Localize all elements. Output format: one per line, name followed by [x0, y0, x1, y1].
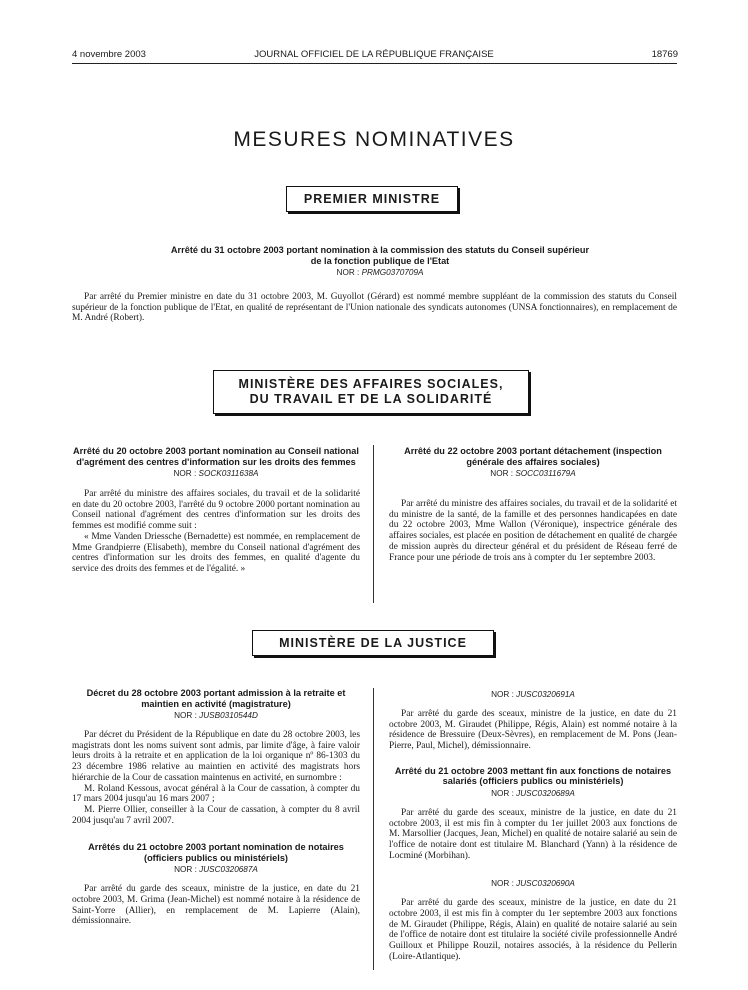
nor-reference: [72, 711, 360, 721]
paragraph: Par arrêté du garde des sceaux, ministre de la justice, en date du 21 octobre 2003, M. Grima (Jean-Michel) est nommé notaire à la résidence de Saint-Yorre (Allier), en remplacement de M. Lapierre (Alain), démissionnaire.: [72, 884, 360, 927]
nor-code: SOCC0311679A: [515, 469, 576, 478]
paragraph: M. Roland Kessous, avocat général à la Cour de cassation, à compter du 17 mars 2004 jusqu'au 16 mars 2007 ;: [72, 783, 360, 805]
nor-code: JUSC0320689A: [516, 788, 575, 798]
paragraph: « Mme Vanden Driessche (Bernadette) est nommée, en remplacement de Mme Grandpierre (Elisabeth), membre du Conseil national d'agrément des centres d'information sur les droits des femmes, en qualité d'agente du service des droits des femmes et de l'égalité. »: [72, 531, 360, 574]
nor-code: JUSC0320691A: [516, 690, 575, 699]
nor-code: JUSC0320687A: [199, 865, 258, 875]
nor-label: NOR :: [491, 879, 514, 889]
column-divider: [373, 445, 374, 603]
arrete-detachement: [389, 446, 677, 563]
header-page-number: 18769: [651, 49, 678, 60]
section-heading-justice: [252, 630, 494, 656]
nor-reference: [72, 469, 360, 479]
nor-reference: [170, 268, 590, 278]
section-heading-text: MINISTÈRE DE LA JUSTICE: [279, 636, 467, 650]
section-heading-text: PREMIER MINISTRE: [303, 192, 441, 206]
section-heading-affaires-sociales: [213, 370, 529, 414]
nor-label: NOR :: [174, 711, 197, 720]
paragraph: Par arrêté du garde des sceaux, ministre de la justice, en date du 21 octobre 2003, il est mis fin à compter du 1er juillet 2003 aux fonctions de M. Marsollier (Jacques, Jean, Michel) en qualité de notaire salarié au sein de l'office de notaire dont est titulaire M. Blanchard (Yann) à la résidence de Locminé (Morbihan).: [389, 807, 677, 861]
justice-left-column: [72, 688, 360, 927]
nor-label: NOR :: [173, 469, 197, 478]
arrete-premier-ministre-body: [72, 292, 677, 324]
nor-label: NOR :: [336, 268, 360, 277]
nor-reference: [389, 690, 677, 700]
paragraph: Par arrêté du ministre des affaires sociales, du travail et de la solidarité et du ministre de la santé, de la famille et des personnes handicapées en date du 22 octobre 2003, Mme Wallon (Véronique), inspectrice générale des affaires sociales, est placée en position de détachement en qualité de chargée de mission auprès du directeur général et du président de Réseau ferré de France pour une période de trois ans à compter du 1er septembre 2003.: [389, 499, 677, 563]
nor-code: SOCK0311638A: [198, 469, 259, 478]
paragraph: Par arrêté du Premier ministre en date du 31 octobre 2003, M. Guyollot (Gérard) est nommé membre suppléant de la commission des statuts du Conseil supérieur de la fonction publique de l'Etat, en qualité de représentant de l'Union nationale des syndicats autonomes (UNSA fonctionnaires), en remplacement de M. André (Robert).: [72, 292, 677, 324]
arrete-premier-ministre-header: [170, 245, 590, 278]
section-heading-line-2: DU TRAVAIL ET DE LA SOLIDARITÉ: [249, 392, 493, 406]
paragraph: Par arrêté du garde des sceaux, ministre de la justice, en date du 21 octobre 2003, M. Giraudet (Philippe, Régis, Alain) est nommé notaire à la résidence de Bressuire (Deux-Sèvres), en remplacement de M. Pons (Jean-Pierre, Paul, Michel), démissionnaire.: [389, 709, 677, 752]
nor-label: NOR :: [491, 788, 514, 798]
arrete-droits-femmes: [72, 446, 360, 575]
header-date: 4 novembre 2003: [72, 49, 146, 60]
header-rule: [72, 63, 677, 64]
nor-reference: [389, 789, 677, 799]
nor-reference: [72, 865, 360, 875]
column-divider: [373, 688, 374, 970]
paragraph: M. Pierre Ollier, conseiller à la Cour de cassation, à compter du 8 avril 2004 jusqu'au 7 avril 2007.: [72, 804, 360, 826]
arrete-title: Arrêté du 31 octobre 2003 portant nomination à la commission des statuts du Conseil supérieur de la fonction publique de l'Etat: [170, 245, 590, 266]
nor-label: NOR :: [491, 690, 514, 699]
arrete-title: Arrêté du 21 octobre 2003 mettant fin aux fonctions de notaires salariés (officiers publics ou ministériels): [394, 765, 672, 787]
section-heading-line-1: MINISTÈRE DES AFFAIRES SOCIALES,: [238, 377, 504, 391]
decret-title: Décret du 28 octobre 2003 portant admission à la retraite et maintien en activité (magistrature): [86, 688, 346, 709]
nor-code: JUSC0320690A: [516, 879, 575, 889]
nor-reference: [389, 879, 677, 889]
page-title: MESURES NOMINATIVES: [233, 128, 515, 151]
section-heading-premier-ministre: [286, 186, 458, 212]
paragraph: Par arrêté du ministre des affaires sociales, du travail et de la solidarité en date du 20 octobre 2003, l'arrêté du 9 octobre 2000 portant nomination au Conseil national d'agrément des centres d'information sur les droits des femmes est modifié comme suit :: [72, 489, 360, 532]
nor-reference: [389, 469, 677, 479]
arrete-title: Arrêté du 22 octobre 2003 portant détachement (inspection générale des affaires sociales): [404, 446, 662, 467]
justice-right-column: [389, 688, 677, 963]
nor-label: NOR :: [174, 865, 197, 875]
arretes-title: Arrêtés du 21 octobre 2003 portant nomination de notaires (officiers publics ou ministériels): [88, 842, 344, 863]
nor-code: JUSB0310544D: [199, 711, 258, 720]
paragraph: Par arrêté du garde des sceaux, ministre de la justice, en date du 21 octobre 2003, il est mis fin à compter du 1er septembre 2003 aux fonctions de M. Giraudet (Philippe, Régis, Alain) en qualité de notaire salarié au sein de l'office de notaire dont est titulaire la société civile professionnelle André Guilloux et Philippe Rouzil, notaires associés, à la résidence du Pellerin (Loire-Atlantique).: [389, 898, 677, 962]
arrete-title: Arrêté du 20 octobre 2003 portant nomination au Conseil national d'agrément des centres d'information sur les droits des femmes: [73, 446, 359, 467]
nor-code: PRMG0370709A: [361, 268, 424, 277]
nor-label: NOR :: [490, 469, 514, 478]
paragraph: Par décret du Président de la République en date du 28 octobre 2003, les magistrats dont les noms suivent sont admis, par limite d'âge, à faire valoir leurs droits à la retraite et en application de la loi organique nº 86-1303 du 23 décembre 1986 relative au maintien en activité des magistrats hors hiérarchie de la Cour de cassation maintenus en activité, en surnombre :: [72, 730, 360, 783]
header-journal-title: JOURNAL OFFICIEL DE LA RÉPUBLIQUE FRANÇAISE: [254, 49, 494, 60]
